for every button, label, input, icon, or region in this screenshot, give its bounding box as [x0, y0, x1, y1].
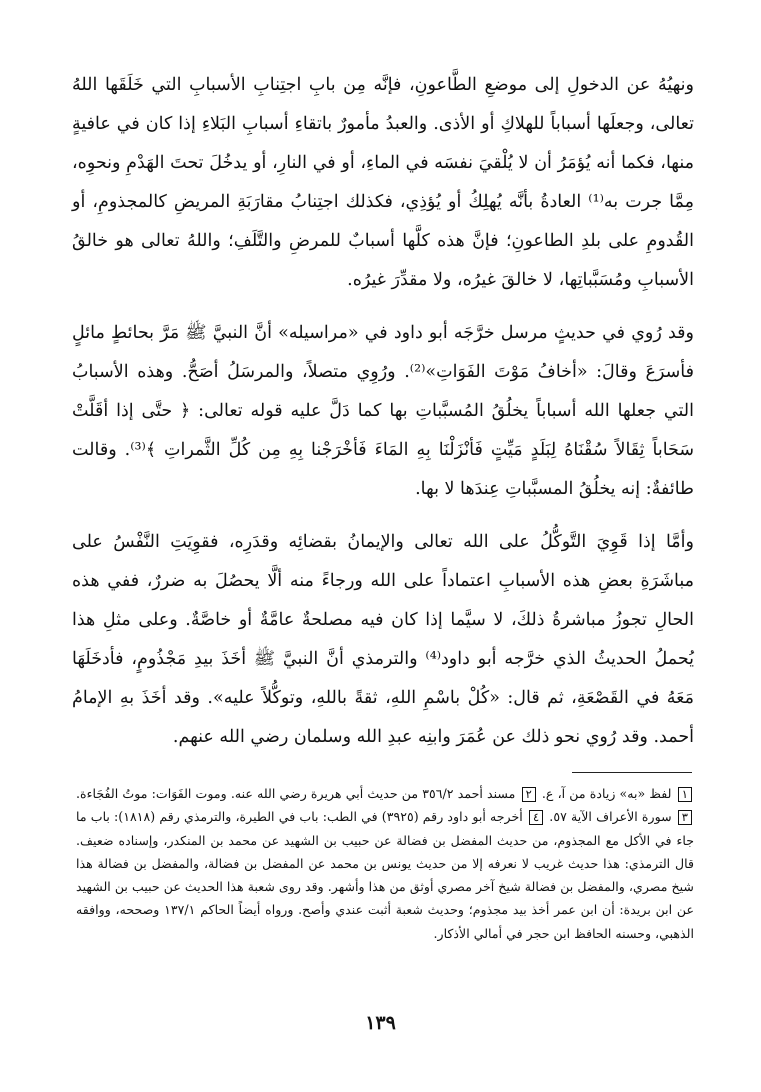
paragraph-1: ونهيُهُ عن الدخولِ إلى موضعِ الطَّاعونِ، فإنَّه مِن بابِ اجتِنابِ الأسبابِ التي خَلَقَها اللهُ تعالى، وجعلَها أسباباً للهلاكِ أو الأذى. والعبدُ مأمورٌ باتقاءِ أسبابِ البَلاءِ إذا كان في عافيةٍ منها، فكما أنه يُؤمَرُ أن لا يُلْقيَ نفسَه في الماءِ، أو في النارِ، أو يدخُلَ تحتَ الهَدْمِ ونحوِه، مِمَّا جرت به⁽¹⁾ العادةُ بأنَّه يُهلِكُ أو يُؤذِي، فكذلك اجتِنابُ مقارَبَةِ المريضِ كالمجذومِ، أو القُدومِ على بلدِ الطاعونِ؛ فإنَّ هذه كلَّها أسبابٌ للمرضِ والتَّلَفِ؛ واللهُ تعالى هو خالقُ الأسبابِ ومُسَبَّباتِها، لا خالقَ غيرُه، ولا مقدِّرَ غيرُه. [72, 75, 694, 290]
paragraph-3: وأمَّا إذا قَوِيَ التَّوكُّلُ على الله تعالى والإيمانُ بقضائِه وقدَرِه، فقوِيَتِ النَّفْسُ على مباشَرَةِ بعضِ هذه الأسبابِ اعتماداً على الله ورجاءً منه ألَّا يحصُلَ به ضررٌ، ففي هذه الحالِ تجوزُ مباشرةُ ذلكَ، لا سيَّما إذا كان فيه مصلحةٌ عامَّةٌ أو خاصَّةٌ. وعلى مثلِ هذا يُحملُ الحديثُ الذي خرَّجه أبو داود⁽⁴⁾ والترمذي أنَّ النبيَّ ﷺ أخَذَ بيدِ مَجْذُومٍ، فأدخَلَهَا مَعَهُ في القَصْعَةِ، ثم قال: «كُلْ باسْمِ اللهِ، ثقةً باللهِ، وتوكُّلاً عليه». وقد أخَذَ بهِ الإمامُ أحمد. وقد رُوي نحو ذلك عن عُمَرَ وابنِه عبدِ الله وسلمان رضي الله عنهم. [72, 532, 695, 747]
footnote-text: سورة الأعراف الآية ٥٧. [549, 809, 672, 825]
footnote-text: مسند أحمد ٣٥٦/٢ من حديث أبي هريرة رضي الله عنه. وموت الفَوَات: موتُ الفُجَاءة. [76, 786, 516, 801]
footnote-2 [76, 786, 538, 801]
footnote-text: أخرجه أبو داود رقم (٣٩٢٥) في الطب: باب في الطيرة، والترمذي رقم (١٨١٨): باب ما جاء في الأكل مع المجذوم، من حديث المفضل بن فضالة عن حبيب بن الشهيد عن محمد بن المنكدر، وإسناده ضعيف. قال الترمذي: هذا حديث غريب لا نعرفه إلا من حديث يونس بن محمد عن المفضل بن فضالة، والمفضل بن فضالة هذا شيخ مصري، والمفضل بن فضالة شيخ آخر مصري أوثق من هذا وأشهر. وقد روى شعبة هذا الحديث عن حبيب بن الشهيد عن ابن بريدة: أن ابن عمر أخذ بيد مجذوم؛ وحديث شعبة أثبت عندي وأصح. ورواه أيضاً الحاكم ١٣٧/١ وصححه، ووافقه الذهبي، وحسنه الحافظ ابن حجر في أمالي الأذكار. [76, 809, 694, 941]
footnote-3 [545, 809, 694, 824]
footnote-1 [538, 786, 694, 801]
footnote-4 [76, 809, 694, 940]
footnote-number: ١ [678, 787, 692, 802]
footnote-number: ٤ [529, 810, 543, 825]
footnote-number: ٣ [678, 810, 692, 825]
page-number: ١٣٩ [365, 1012, 396, 1034]
footnote-text: لفظ «به» زيادة من آ، ع. [541, 786, 672, 801]
main-text [72, 66, 694, 771]
paragraph-2: وقد رُوي في حديثٍ مرسل خرَّجَه أبو داود في «مراسيله» أنَّ النبيَّ ﷺ مَرَّ بحائطٍ مائلٍ فأسرَعَ وقالَ: «أخافُ مَوْتَ الفَوَاتِ»⁽²⁾. ورُوِي متصلاً، والمرسَلُ أصَحُّ. وهذه الأسبابُ التي جعلها الله أسباباً يخلُقُ المُسبَّباتِ بها كما دَلَّ عليه قوله تعالى: ﴿ حتَّى إذا أقَلَّتْ سَحَاباً ثِقَالاً سُقْنَاهُ لِبَلَدٍ مَيِّتٍ فَأنْزَلْنَا بِهِ المَاءَ فَأخْرَجْنا بِهِ مِن كُلِّ الثَّمراتِ ﴾⁽³⁾. وقالت طائفةٌ: إنه يخلُقُ المسبَّباتِ عِندَها لا بها. [72, 323, 695, 499]
footnote-number: ٢ [522, 787, 536, 802]
footnote-separator [572, 772, 692, 773]
footnotes [76, 782, 694, 945]
